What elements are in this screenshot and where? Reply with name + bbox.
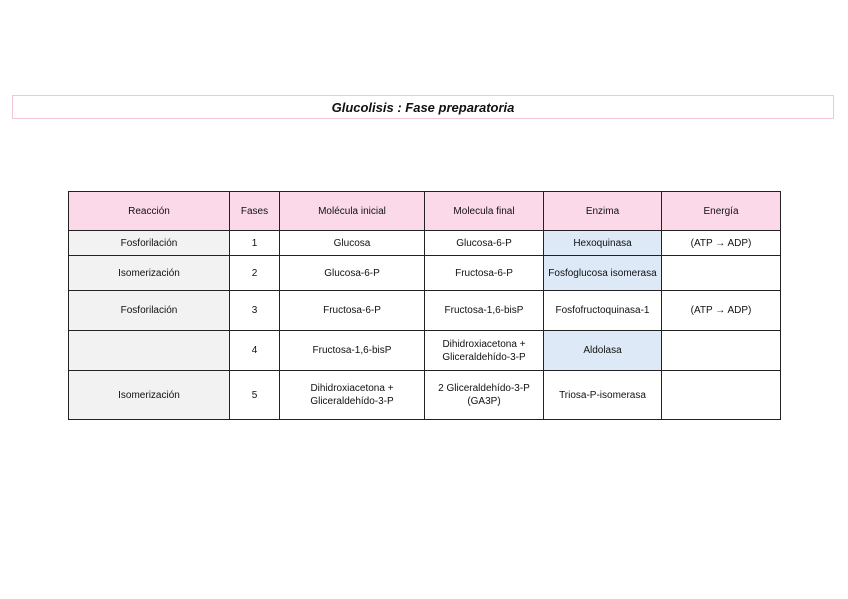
cell-fase: 4 (230, 331, 280, 371)
cell-molecula-inicial: Glucosa (280, 231, 425, 256)
cell-energia: (ATP → ADP) (662, 231, 781, 256)
cell-molecula-final: Fructosa-1,6-bisP (425, 291, 544, 331)
table-header-row (69, 192, 781, 231)
cell-reaccion: Fosforilación (69, 291, 230, 331)
table-row (69, 371, 781, 420)
document-title: Glucolisis : Fase preparatoria (12, 95, 834, 119)
header-fases: Fases (230, 192, 280, 231)
cell-enzima: Fosfofructoquinasa-1 (544, 291, 662, 331)
cell-reaccion: Fosforilación (69, 231, 230, 256)
header-molecula-inicial: Molécula inicial (280, 192, 425, 231)
cell-molecula-inicial: Dihidroxiacetona + Gliceraldehído-3-P (280, 371, 425, 420)
cell-molecula-inicial: Glucosa-6-P (280, 256, 425, 291)
cell-reaccion (69, 331, 230, 371)
cell-enzima: Hexoquinasa (544, 231, 662, 256)
table-row (69, 291, 781, 331)
cell-fase: 5 (230, 371, 280, 420)
cell-molecula-final: Dihidroxiacetona + Gliceraldehído-3-P (425, 331, 544, 371)
cell-enzima: Fosfoglucosa isomerasa (544, 256, 662, 291)
cell-reaccion: Isomerización (69, 371, 230, 420)
header-enzima: Enzima (544, 192, 662, 231)
cell-energia: (ATP → ADP) (662, 291, 781, 331)
header-reaccion: Reacción (69, 192, 230, 231)
header-energia: Energía (662, 192, 781, 231)
cell-energia (662, 256, 781, 291)
cell-molecula-inicial: Fructosa-1,6-bisP (280, 331, 425, 371)
cell-enzima: Triosa-P-isomerasa (544, 371, 662, 420)
cell-energia (662, 331, 781, 371)
cell-molecula-final: Fructosa-6-P (425, 256, 544, 291)
cell-reaccion: Isomerización (69, 256, 230, 291)
cell-molecula-final: Glucosa-6-P (425, 231, 544, 256)
table-row (69, 256, 781, 291)
cell-fase: 2 (230, 256, 280, 291)
cell-molecula-final: 2 Gliceraldehído-3-P (GA3P) (425, 371, 544, 420)
cell-energia (662, 371, 781, 420)
table-row (69, 331, 781, 371)
cell-enzima: Aldolasa (544, 331, 662, 371)
cell-molecula-inicial: Fructosa-6-P (280, 291, 425, 331)
table-row (69, 231, 781, 256)
cell-fase: 1 (230, 231, 280, 256)
header-molecula-final: Molecula final (425, 192, 544, 231)
glycolysis-table (68, 191, 781, 420)
cell-fase: 3 (230, 291, 280, 331)
